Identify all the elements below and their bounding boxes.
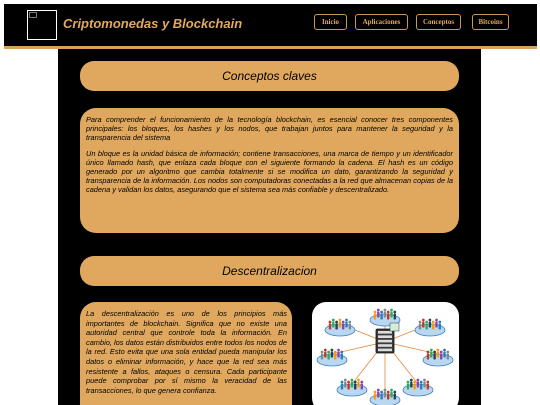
person-head (390, 389, 393, 392)
person-head (340, 351, 343, 354)
person-body (327, 354, 329, 360)
person-body (394, 314, 396, 320)
person-body (390, 312, 392, 318)
person-head (413, 381, 416, 384)
conceptos-card (80, 108, 459, 233)
person-head (327, 351, 330, 354)
main-content (58, 49, 481, 405)
person-body (430, 352, 432, 358)
person-body (335, 324, 337, 330)
person-body (432, 324, 434, 330)
person-head (384, 309, 387, 312)
person-body (423, 382, 425, 388)
server-slot (378, 335, 392, 338)
person-body (374, 394, 376, 400)
server-slot (378, 331, 392, 334)
person-head (324, 349, 327, 352)
person-head (380, 311, 383, 314)
person-head (377, 389, 380, 392)
person-body (380, 394, 382, 400)
person-body (410, 382, 412, 388)
person-body (419, 324, 421, 330)
main-nav (4, 14, 537, 30)
descentralizacion-text: La descentralización es uno de los principios más importantes de blockchain. Significa que no existe una autoridad central que controle toda la información. En cambio, los datos están distribuidos entre todos los nodos de la red. Esto evita que una sola entidad pueda manipular los datos o eliminar información, y hace que la red sea más resistente a fallos, ataques o censura. Cada participante puede comprobar por sí mismo la veracidad de las transacciones, lo que genera confianza. (86, 309, 287, 395)
server-slot (378, 349, 392, 352)
person-head (443, 349, 446, 352)
person-head (387, 391, 390, 394)
person-head (432, 321, 435, 324)
person-body (387, 314, 389, 320)
person-head (417, 379, 420, 382)
person-head (332, 319, 335, 322)
person-head (437, 349, 440, 352)
person-body (425, 324, 427, 330)
person-head (360, 381, 363, 384)
person-head (351, 379, 354, 382)
person-head (341, 381, 344, 384)
person-body (447, 354, 449, 360)
person-body (413, 384, 415, 390)
person-head (384, 389, 387, 392)
person-head (337, 349, 340, 352)
person-head (393, 391, 396, 394)
person-body (324, 352, 326, 358)
person-head (435, 319, 438, 322)
person-body (435, 322, 437, 328)
person-head (438, 321, 441, 324)
person-head (377, 309, 380, 312)
person-body (387, 394, 389, 400)
person-head (423, 379, 426, 382)
person-body (339, 322, 341, 328)
person-head (427, 351, 430, 354)
person-body (337, 352, 339, 358)
network-illustration (312, 302, 459, 405)
person-head (342, 321, 345, 324)
person-body (331, 352, 333, 358)
person-body (390, 392, 392, 398)
server-slot (378, 344, 392, 347)
person-head (331, 349, 334, 352)
person-body (377, 392, 379, 398)
section-heading-conceptos: Conceptos claves (80, 61, 459, 91)
conceptos-paragraph-2: Un bloque es la unidad básica de información; contiene transacciones, una marca de tiempo y un identificador único llamado hash, que enlaza cada bloque con el siguiente formando la cadena. El hash es un código generado por un algoritmo que cambia totalmente si se modifica un dato, garantizando la seguridad y transparencia de la información. Los nodos son computadoras conectadas a la red que almacenan copias de la cadena y validan los datos, asegurando que el sistema sea más confiable y descentralizado. (86, 149, 453, 194)
conceptos-paragraph-1: Para comprender el funcionamiento de la tecnología blockchain, es esencial conocer tres componentes principales: los bloques, los hashes y los nodos, que trabajan juntos para mantener la seguridad y la transparencia del sistema (86, 115, 453, 142)
person-body (384, 312, 386, 318)
person-body (344, 382, 346, 388)
person-body (437, 352, 439, 358)
person-body (417, 382, 419, 388)
person-head (374, 311, 377, 314)
person-body (329, 324, 331, 330)
person-body (345, 322, 347, 328)
person-body (427, 384, 429, 390)
person-head (387, 311, 390, 314)
person-head (345, 319, 348, 322)
person-body (342, 324, 344, 330)
person-head (407, 381, 410, 384)
person-body (443, 352, 445, 358)
person-head (429, 319, 432, 322)
nav-conceptos-button[interactable]: Conceptos (416, 14, 461, 30)
person-body (357, 382, 359, 388)
person-head (422, 319, 425, 322)
site-header (4, 4, 537, 49)
person-body (384, 392, 386, 398)
person-body (407, 384, 409, 390)
person-body (429, 322, 431, 328)
person-head (410, 379, 413, 382)
person-head (329, 321, 332, 324)
decentralized-network-image (312, 302, 459, 405)
person-body (341, 354, 343, 360)
person-body (332, 322, 334, 328)
person-head (425, 321, 428, 324)
person-body (380, 314, 382, 320)
person-head (339, 319, 342, 322)
person-head (419, 321, 422, 324)
person-head (374, 391, 377, 394)
person-head (430, 349, 433, 352)
person-head (357, 379, 360, 382)
person-head (347, 381, 350, 384)
person-body (347, 384, 349, 390)
person-body (433, 354, 435, 360)
person-head (380, 391, 383, 394)
person-body (361, 384, 363, 390)
person-body (420, 384, 422, 390)
person-head (348, 321, 351, 324)
person-head (440, 351, 443, 354)
person-head (393, 311, 396, 314)
person-body (341, 384, 343, 390)
person-body (377, 312, 379, 318)
person-body (321, 354, 323, 360)
descentralizacion-card (80, 302, 292, 405)
person-body (351, 382, 353, 388)
person-body (354, 384, 356, 390)
person-body (440, 354, 442, 360)
person-head (334, 351, 337, 354)
person-head (433, 351, 436, 354)
person-body (334, 354, 336, 360)
nav-inicio-button[interactable]: Inicio (314, 14, 347, 30)
site-title: Criptomonedas y Blockchain (63, 16, 243, 31)
person-body (394, 394, 396, 400)
person-head (390, 309, 393, 312)
person-head (344, 379, 347, 382)
person-head (354, 381, 357, 384)
person-head (420, 381, 423, 384)
document-icon (390, 323, 399, 331)
server-slot (378, 340, 392, 343)
person-head (446, 351, 449, 354)
person-head (321, 351, 324, 354)
person-body (427, 354, 429, 360)
person-head (335, 321, 338, 324)
person-body (439, 324, 441, 330)
person-head (426, 381, 429, 384)
nav-aplicaciones-button[interactable]: Aplicaciones (355, 14, 408, 30)
person-body (422, 322, 424, 328)
section-heading-descentralizacion: Descentralizacion (80, 256, 459, 286)
nav-bitcoins-button[interactable]: Bitcoins (472, 14, 509, 30)
person-body (374, 314, 376, 320)
person-body (349, 324, 351, 330)
